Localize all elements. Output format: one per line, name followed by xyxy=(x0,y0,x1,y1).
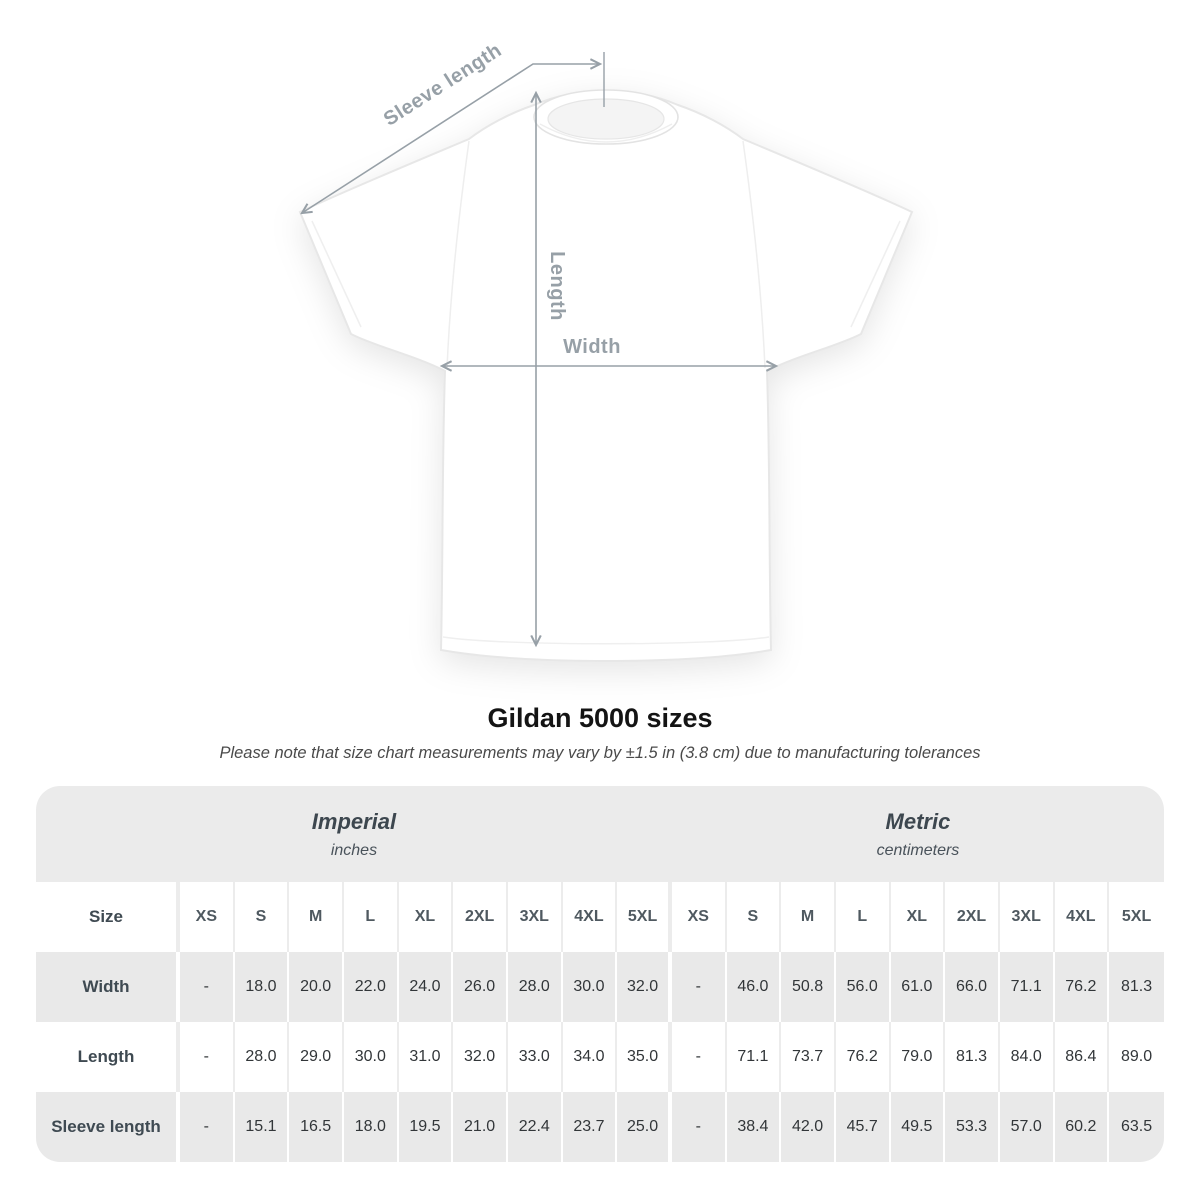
value-cell: 35.0 xyxy=(617,1022,672,1092)
value-cell: 21.0 xyxy=(453,1092,508,1162)
size-cell: XS xyxy=(180,882,235,952)
size-cell: 2XL xyxy=(945,882,1000,952)
size-cell: 5XL xyxy=(1109,882,1164,952)
imperial-title: Imperial xyxy=(311,808,397,834)
row-label: Length xyxy=(36,1022,180,1092)
size-cell: 3XL xyxy=(1000,882,1055,952)
value-cell: 16.5 xyxy=(289,1092,344,1162)
row-label: Width xyxy=(36,952,180,1022)
unit-header-row xyxy=(36,786,1164,882)
value-cell: 56.0 xyxy=(836,952,891,1022)
width-label: Width xyxy=(563,336,621,358)
value-cell: 61.0 xyxy=(891,952,946,1022)
value-cell: - xyxy=(672,952,727,1022)
value-cell: 57.0 xyxy=(1000,1092,1055,1162)
collar xyxy=(534,90,678,144)
value-cell: 28.0 xyxy=(508,952,563,1022)
size-cell: XL xyxy=(399,882,454,952)
value-cell: 53.3 xyxy=(945,1092,1000,1162)
value-cell: 71.1 xyxy=(1000,952,1055,1022)
value-cell: 76.2 xyxy=(836,1022,891,1092)
value-cell: 25.0 xyxy=(617,1092,672,1162)
size-cell: S xyxy=(727,882,782,952)
width-row xyxy=(36,952,1164,1022)
tolerance-note: Please note that size chart measurements may vary by ±1.5 in (3.8 cm) due to manufacturing tolerances xyxy=(219,744,981,762)
value-cell: 23.7 xyxy=(563,1092,618,1162)
value-cell: 84.0 xyxy=(1000,1022,1055,1092)
size-table xyxy=(36,786,1164,1162)
imperial-header xyxy=(36,786,672,882)
value-cell: 45.7 xyxy=(836,1092,891,1162)
metric-title: Metric xyxy=(885,808,951,834)
size-cell: 4XL xyxy=(563,882,618,952)
tshirt-body xyxy=(300,90,912,661)
value-cell: 66.0 xyxy=(945,952,1000,1022)
value-cell: 26.0 xyxy=(453,952,508,1022)
value-cell: 32.0 xyxy=(453,1022,508,1092)
size-cell: S xyxy=(235,882,290,952)
value-cell: 18.0 xyxy=(235,952,290,1022)
size-cell: M xyxy=(781,882,836,952)
value-cell: 15.1 xyxy=(235,1092,290,1162)
value-cell: - xyxy=(180,1092,235,1162)
value-cell: - xyxy=(672,1092,727,1162)
metric-unit: centimeters xyxy=(876,841,960,859)
value-cell: 71.1 xyxy=(727,1022,782,1092)
size-cell: XS xyxy=(672,882,727,952)
value-cell: 79.0 xyxy=(891,1022,946,1092)
value-cell: 30.0 xyxy=(344,1022,399,1092)
size-cell: L xyxy=(344,882,399,952)
value-cell: 18.0 xyxy=(344,1092,399,1162)
value-cell: 49.5 xyxy=(891,1092,946,1162)
value-cell: 24.0 xyxy=(399,952,454,1022)
value-cell: 81.3 xyxy=(1109,952,1164,1022)
metric-header xyxy=(672,786,1164,882)
size-cell: M xyxy=(289,882,344,952)
value-cell: 34.0 xyxy=(563,1022,618,1092)
value-cell: 42.0 xyxy=(781,1092,836,1162)
value-cell: 20.0 xyxy=(289,952,344,1022)
length-row xyxy=(36,1022,1164,1092)
value-cell: 60.2 xyxy=(1055,1092,1110,1162)
value-cell: 30.0 xyxy=(563,952,618,1022)
row-label: Sleeve length xyxy=(36,1092,180,1162)
length-label: Length xyxy=(546,251,568,321)
value-cell: 19.5 xyxy=(399,1092,454,1162)
value-cell: - xyxy=(672,1022,727,1092)
value-cell: 38.4 xyxy=(727,1092,782,1162)
value-cell: 86.4 xyxy=(1055,1022,1110,1092)
value-cell: - xyxy=(180,952,235,1022)
value-cell: 33.0 xyxy=(508,1022,563,1092)
value-cell: 28.0 xyxy=(235,1022,290,1092)
value-cell: 22.4 xyxy=(508,1092,563,1162)
imperial-unit: inches xyxy=(330,841,378,859)
value-cell: 73.7 xyxy=(781,1022,836,1092)
value-cell: 32.0 xyxy=(617,952,672,1022)
value-cell: - xyxy=(180,1022,235,1092)
value-cell: 29.0 xyxy=(289,1022,344,1092)
value-cell: 89.0 xyxy=(1109,1022,1164,1092)
size-cell: 2XL xyxy=(453,882,508,952)
value-cell: 46.0 xyxy=(727,952,782,1022)
size-cell: XL xyxy=(891,882,946,952)
size-cell: 4XL xyxy=(1055,882,1110,952)
size-header-row xyxy=(36,882,1164,952)
value-cell: 63.5 xyxy=(1109,1092,1164,1162)
size-cell: L xyxy=(836,882,891,952)
sleeve-length-row xyxy=(36,1092,1164,1162)
value-cell: 76.2 xyxy=(1055,952,1110,1022)
size-cell: 3XL xyxy=(508,882,563,952)
value-cell: 31.0 xyxy=(399,1022,454,1092)
page-title: Gildan 5000 sizes xyxy=(487,703,713,733)
size-header-label: Size xyxy=(36,882,180,952)
sleeve-length-label: Sleeve length xyxy=(379,39,506,131)
value-cell: 50.8 xyxy=(781,952,836,1022)
size-cell: 5XL xyxy=(617,882,672,952)
value-cell: 22.0 xyxy=(344,952,399,1022)
value-cell: 81.3 xyxy=(945,1022,1000,1092)
